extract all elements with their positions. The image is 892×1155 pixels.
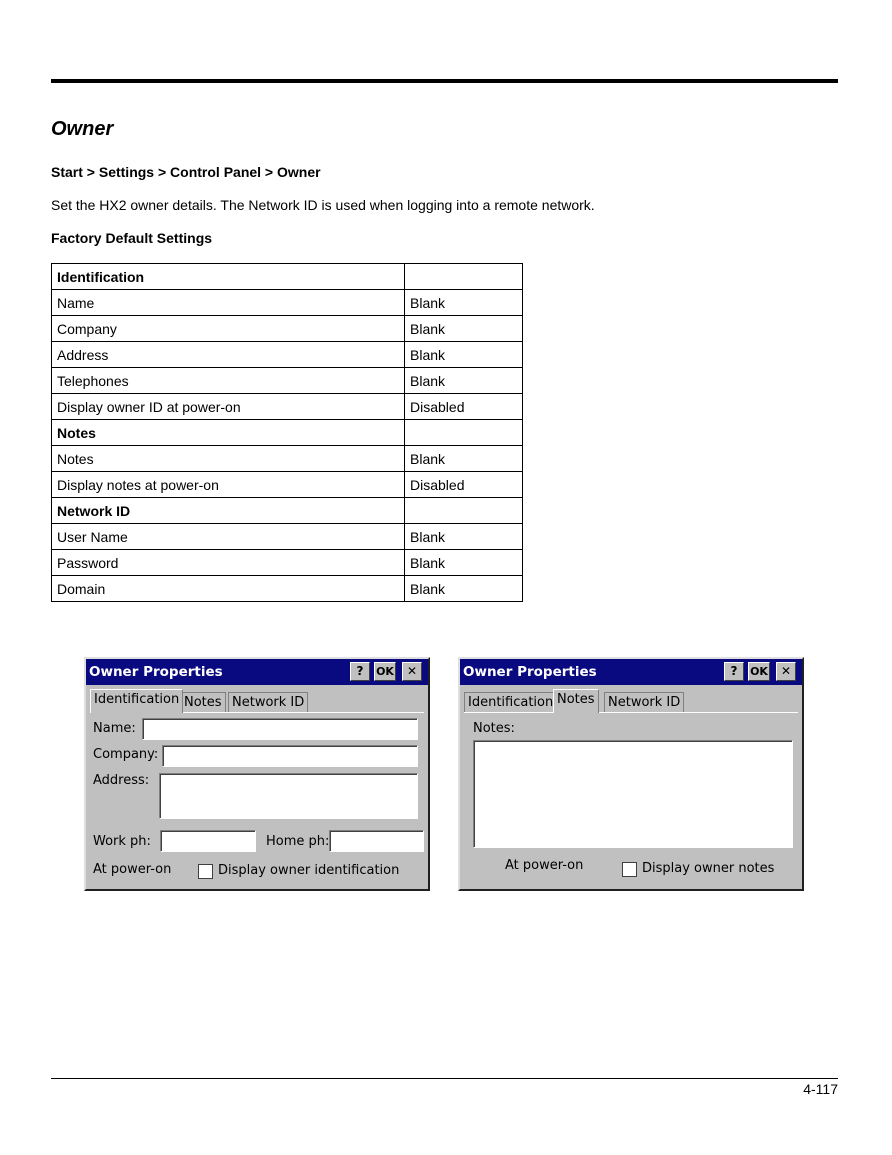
home-phone-label: Home ph: [266,834,330,849]
value-cell: Blank [405,550,523,576]
company-label: Company: [93,747,159,762]
name-label: Name: [93,721,136,736]
value-cell: Blank [405,524,523,550]
value-cell: Disabled [405,472,523,498]
home-phone-field[interactable] [329,830,424,852]
setting-cell: Company [52,316,405,342]
table-section-row [52,498,523,524]
setting-cell: Identification [52,264,405,290]
setting-cell: Password [52,550,405,576]
dialog-title: Owner Properties [89,664,223,680]
page-title: Owner [51,118,114,140]
table-row [52,550,523,576]
top-rule [51,79,838,83]
setting-cell: Display owner ID at power-on [52,394,405,420]
page-number: 4-117 [803,1081,838,1097]
table-row [52,446,523,472]
value-cell: Blank [405,446,523,472]
value-cell: Blank [405,316,523,342]
table-section-row [52,420,523,446]
description: Set the HX2 owner details. The Network ID is used when logging into a remote network. [51,197,595,213]
tab-network-id[interactable]: Network ID [228,692,308,712]
setting-cell: Network ID [52,498,405,524]
table-row [52,316,523,342]
tab-notes[interactable]: Notes [553,689,599,713]
work-phone-label: Work ph: [93,834,151,849]
tab-identification[interactable]: Identification [464,692,557,712]
tab-identification[interactable]: Identification [90,689,183,713]
setting-cell: Domain [52,576,405,602]
setting-cell: User Name [52,524,405,550]
owner-dialog-notes [458,657,804,891]
value-cell: Blank [405,342,523,368]
notes-panel [464,712,798,885]
dialog-titlebar [460,659,802,685]
close-button[interactable]: ✕ [776,662,796,681]
ok-button[interactable]: OK [748,662,770,681]
value-cell: Blank [405,290,523,316]
table-row [52,290,523,316]
table-section-row [52,264,523,290]
name-field[interactable] [142,718,418,740]
owner-dialog-identification [84,657,430,891]
display-owner-notes-label: Display owner notes [642,861,775,876]
value-cell [405,420,523,446]
table-row [52,524,523,550]
display-owner-id-checkbox[interactable] [198,864,213,879]
setting-cell: Display notes at power-on [52,472,405,498]
value-cell: Blank [405,368,523,394]
defaults-table [51,263,523,602]
display-owner-id-label: Display owner identification [218,863,400,878]
help-button[interactable]: ? [724,662,744,681]
ok-button[interactable]: OK [374,662,396,681]
table-row [52,368,523,394]
breadcrumb: Start > Settings > Control Panel > Owner [51,164,321,180]
value-cell: Disabled [405,394,523,420]
display-owner-notes-checkbox[interactable] [622,862,637,877]
section-subheading: Factory Default Settings [51,230,213,246]
dialog-title: Owner Properties [463,664,597,680]
table-row [52,394,523,420]
tab-network-id[interactable]: Network ID [604,692,684,712]
setting-cell: Name [52,290,405,316]
setting-cell: Notes [52,446,405,472]
power-on-label: At power-on [505,858,584,873]
value-cell: Blank [405,576,523,602]
table-row [52,342,523,368]
address-field[interactable] [159,773,418,819]
address-label: Address: [93,773,150,788]
setting-cell: Address [52,342,405,368]
table-row [52,576,523,602]
tab-notes[interactable]: Notes [180,692,226,712]
help-button[interactable]: ? [350,662,370,681]
company-field[interactable] [162,745,418,767]
identification-panel [90,712,424,885]
close-button[interactable]: ✕ [402,662,422,681]
table-row [52,472,523,498]
work-phone-field[interactable] [160,830,256,852]
notes-field[interactable] [473,740,793,848]
power-on-label: At power-on [93,862,172,877]
bottom-rule [51,1078,838,1079]
value-cell [405,498,523,524]
setting-cell: Notes [52,420,405,446]
value-cell [405,264,523,290]
setting-cell: Telephones [52,368,405,394]
notes-label: Notes: [473,721,515,736]
dialog-titlebar [86,659,428,685]
